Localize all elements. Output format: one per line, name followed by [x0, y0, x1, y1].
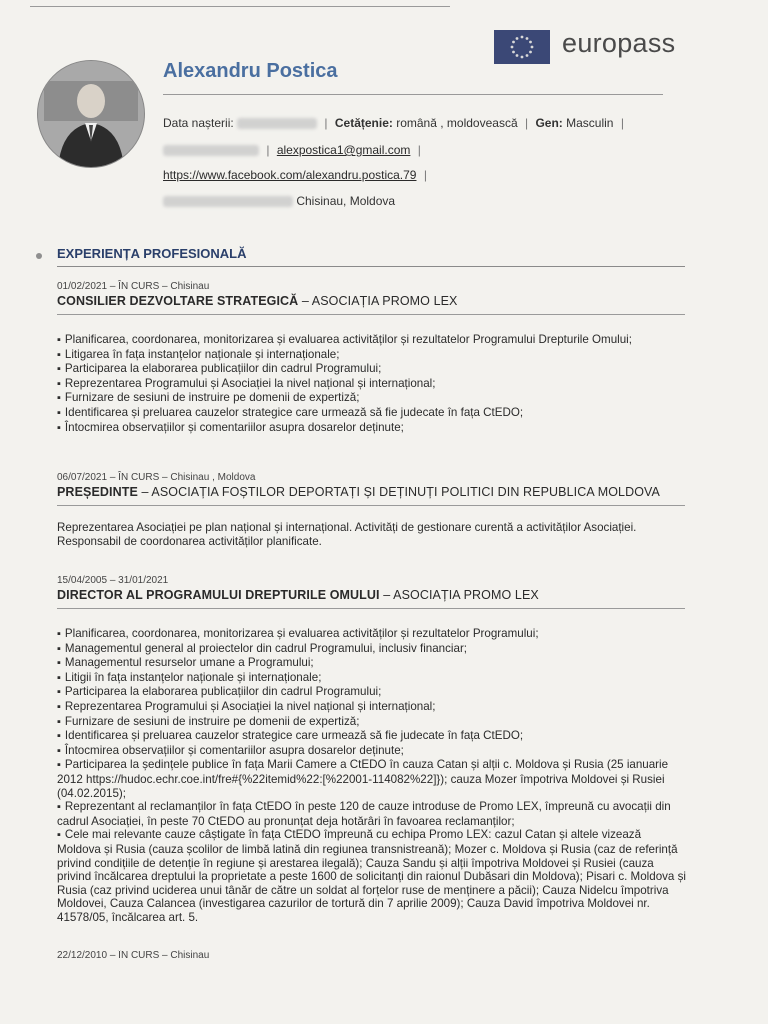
- list-item: ▪ Planificarea, coordonarea, monitorizarea și evaluarea activităților și rezultatelor Programului;: [57, 627, 687, 642]
- entry-description: [57, 521, 687, 548]
- next-entry-date: 22/12/2010 – ÎN CURS – Chisinau: [57, 950, 210, 960]
- entry-date: 06/07/2021 – ÎN CURS – Chisinau , Moldova: [57, 472, 256, 483]
- list-item: ▪ Reprezentarea Programului și Asociației la nivel național și internațional;: [57, 700, 687, 715]
- europass-logo: [494, 28, 694, 68]
- email-link[interactable]: alexpostica1@gmail.com: [276, 143, 411, 157]
- person-name: Alexandru Postica: [163, 60, 338, 82]
- entry-role: DIRECTOR AL PROGRAMULUI DREPTURILE OMULUI: [57, 588, 380, 602]
- redacted-birth-date: [237, 118, 317, 129]
- entry-date: 01/02/2021 – ÎN CURS – Chisinau: [57, 281, 210, 292]
- name-rule: [163, 94, 663, 95]
- list-item: ▪ Participarea la elaborarea publicațiilor din cadrul Programului;: [57, 685, 687, 700]
- entry-org: – ASOCIAȚIA FOȘTILOR DEPORTAȚI ȘI DEȚINUȚI POLITICI DIN REPUBLICA MOLDOVA: [137, 485, 660, 499]
- redacted-street-address: [163, 196, 293, 207]
- eu-flag-icon: [494, 30, 550, 64]
- list-item: ▪ Cele mai relevante cauze câștigate în fața CtEDO împreună cu echipa Promo LEX: cazul Catan și altele vizează Moldova și Rusia (cauza școlilor de limbă latină din regiunea transnistreană); Mozer c. Moldova și Rusia (caz de referință privind condițiile de detenție în regiune și arestarea ilegală); Cauza Sandu și alții împotriva Moldovei și Rusiei (cauza privind încălcarea dreptului la proprietate a peste 1600 de solicitanți din raionul Dubăsari din Moldova); Pisari c. Moldova și Rusia (caz privind uciderea unui tânăr de către un soldat al forțelor ruse de menținere a păcii); Cauza Nidelcu împotriva Moldovei, Cauza Calancea (investigarea cazurilor de tortură din 7 aprilie 2009); Cauza David împotriva Moldovei nr. 41578/05, încălcarea art. 5.: [57, 828, 687, 924]
- profile-photo: [37, 60, 145, 168]
- entry-description: [57, 333, 687, 435]
- birth-label: Data nașterii:: [163, 116, 234, 130]
- entry-rule: [57, 608, 685, 609]
- entry-rule: [57, 314, 685, 315]
- redacted-phone: [163, 145, 259, 156]
- citizenship-label: Cetățenie:: [334, 116, 393, 130]
- contact-line: | alexpostica1@gmail.com |: [163, 143, 425, 157]
- list-item: ▪ Participarea la elaborarea publicațiilor din cadrul Programului;: [57, 362, 687, 377]
- entry-text: Reprezentarea Asociației pe plan național și internațional. Activități de gestionare curentă a activităților Asociației. Responsabil de coordonarea activităților planificate.: [57, 521, 637, 548]
- list-item: ▪ Litigarea în fața instanțelor naționale și internaționale;: [57, 348, 687, 363]
- list-item: ▪ Identificarea și preluarea cauzelor strategice care urmează să fie judecate în fața CtEDO;: [57, 406, 687, 421]
- personal-info-line: Data nașterii: | Cetățenie: română , moldovească | Gen: Masculin |: [163, 116, 624, 130]
- list-item: ▪ Întocmirea observațiilor și comentariilor asupra dosarelor deținute;: [57, 744, 687, 759]
- gender-value: Masculin: [566, 116, 614, 130]
- list-item: ▪ Managementul resurselor umane a Programului;: [57, 656, 687, 671]
- section-title: EXPERIENȚA PROFESIONALĂ: [57, 246, 247, 261]
- entry-description: [57, 627, 687, 924]
- top-rule: [30, 6, 450, 7]
- entry-title: [57, 294, 458, 308]
- list-item: ▪ Participarea la ședințele publice în fața Marii Camere a CtEDO în cauza Catan și alții c. Moldova și Rusia (25 ianuarie 2012 https://hudoc.echr.coe.int/fre#{%22itemid%22:[%22001-114082%22]}); cauza Mozer împotriva Moldovei și Rusiei (04.02.2015);: [57, 758, 687, 800]
- entry-org: – ASOCIAȚIA PROMO LEX: [298, 294, 458, 308]
- address-city: Chisinau, Moldova: [296, 194, 396, 208]
- europass-wordmark: europass: [562, 28, 676, 58]
- facebook-line: https://www.facebook.com/alexandru.postica.79 |: [163, 168, 427, 182]
- entry-title: [57, 485, 660, 499]
- entry-title: [57, 588, 539, 602]
- entry-role: CONSILIER DEZVOLTARE STRATEGICĂ: [57, 294, 299, 308]
- list-item: ▪ Managementul general al proiectelor din cadrul Programului, inclusiv financiar;: [57, 642, 687, 657]
- address-line: [163, 194, 395, 208]
- list-item: ▪ Reprezentant al reclamanților în fața CtEDO în peste 120 de cauze introduse de Promo LEX, împreună cu avocații din cadrul Asociației, în peste 70 CtEDO au pronunțat deja hotărâri în favoarea reclamanților;: [57, 800, 687, 828]
- entry-date: 15/04/2005 – 31/01/2021: [57, 575, 169, 586]
- entry-rule: [57, 505, 685, 506]
- list-item: ▪ Întocmirea observațiilor și comentariilor asupra dosarelor deținute;: [57, 421, 687, 436]
- list-item: ▪ Identificarea și preluarea cauzelor strategice care urmează să fie judecate în fața CtEDO;: [57, 729, 687, 744]
- list-item: ▪ Furnizare de sesiuni de instruire pe domenii de expertiză;: [57, 391, 687, 406]
- list-item: ▪ Reprezentarea Programului și Asociației la nivel național și internațional;: [57, 377, 687, 392]
- list-item: ▪ Furnizare de sesiuni de instruire pe domenii de expertiză;: [57, 715, 687, 730]
- entry-role: PREȘEDINTE: [57, 485, 138, 499]
- list-item: ▪ Litigii în fața instanțelor naționale și internaționale;: [57, 671, 687, 686]
- facebook-link[interactable]: https://www.facebook.com/alexandru.postica.79: [163, 168, 417, 182]
- entry-org: – ASOCIAȚIA PROMO LEX: [379, 588, 539, 602]
- section-rule: [57, 266, 685, 267]
- list-item: ▪ Planificarea, coordonarea, monitorizarea și evaluarea activităților și rezultatelor Programului Drepturile Omului;: [57, 333, 687, 348]
- section-bullet-icon: [36, 253, 42, 259]
- citizenship-value: română , moldovească: [396, 116, 518, 130]
- gender-label: Gen:: [535, 116, 563, 130]
